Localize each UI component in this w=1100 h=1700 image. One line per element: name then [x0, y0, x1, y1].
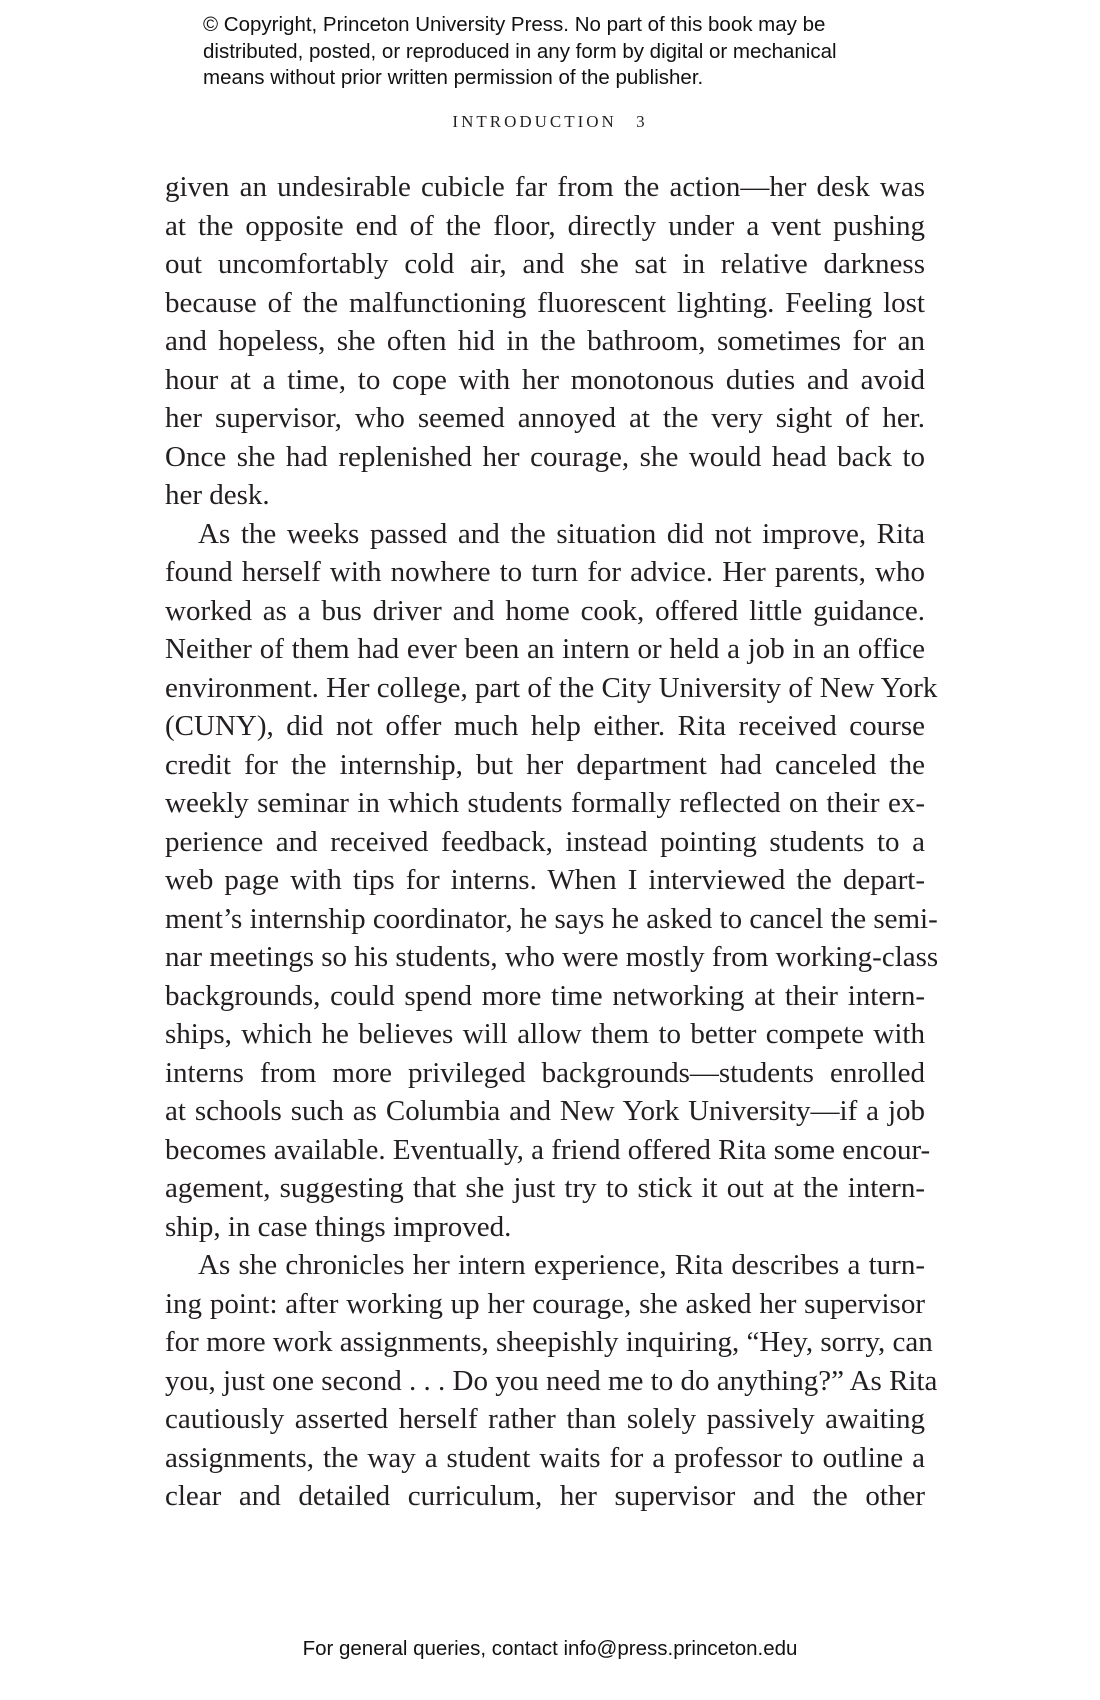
- text-line: ships, which he believes will allow them to better compete with: [165, 1018, 925, 1050]
- text-line: worked as a bus driver and home cook, offered little guidance.: [165, 594, 925, 627]
- page-number: 3: [636, 112, 648, 131]
- text-line: hour at a time, to cope with her monotonous duties and avoid: [165, 363, 925, 396]
- text-line: you, just one second . . . Do you need me to do anything?” As Rita: [165, 1364, 938, 1397]
- text-line: Once she had replenished her courage, she would head back to: [165, 440, 925, 473]
- text-line: perience and received feedback, instead pointing students to a: [165, 825, 925, 858]
- text-line: given an undesirable cubicle far from the action—her desk was: [165, 171, 925, 203]
- text-line: weekly seminar in which students formally reflected on their ex-: [165, 787, 925, 819]
- text-line: clear and detailed curriculum, her supervisor and the other: [165, 1480, 925, 1512]
- text-line: As the weeks passed and the situation did not improve, Rita: [198, 517, 925, 550]
- text-line: at schools such as Columbia and New York University—if a job: [165, 1095, 925, 1127]
- text-line: her desk.: [165, 479, 270, 511]
- text-line: environment. Her college, part of the City University of New York: [165, 671, 938, 704]
- text-line: backgrounds, could spend more time networking at their intern-: [165, 979, 925, 1012]
- text-line: ment’s internship coordinator, he says he asked to cancel the semi-: [165, 902, 938, 935]
- text-line: for more work assignments, sheepishly inquiring, “Hey, sorry, can: [165, 1326, 933, 1358]
- copyright-line: means without prior written permission of the publisher.: [203, 66, 704, 89]
- text-line: becomes available. Eventually, a friend offered Rita some encour-: [165, 1133, 931, 1166]
- copyright-line: distributed, posted, or reproduced in any form by digital or mechanical: [203, 39, 837, 63]
- text-line: nar meetings so his students, who were mostly from working-class: [165, 941, 939, 973]
- copyright-notice: [203, 12, 837, 92]
- text-line: (CUNY), did not offer much help either. Rita received course: [165, 710, 925, 742]
- text-line: assignments, the way a student waits for a professor to outline a: [165, 1441, 925, 1474]
- text-line: credit for the internship, but her department had canceled the: [165, 748, 925, 781]
- text-line: cautiously asserted herself rather than solely passively awaiting: [165, 1403, 925, 1435]
- running-head: [0, 112, 1100, 132]
- text-line: Neither of them had ever been an intern or held a job in an office: [165, 633, 925, 665]
- text-line: web page with tips for interns. When I interviewed the depart-: [165, 864, 925, 896]
- text-line: agement, suggesting that she just try to stick it out at the intern-: [165, 1172, 925, 1204]
- text-line: her supervisor, who seemed annoyed at the very sight of her.: [165, 402, 925, 434]
- text-line: because of the malfunctioning fluorescent lighting. Feeling lost: [165, 286, 925, 319]
- text-line: ship, in case things improved.: [165, 1210, 512, 1243]
- footer-contact: For general queries, contact info@press.princeton.edu: [302, 1637, 798, 1660]
- text-line: out uncomfortably cold air, and she sat in relative darkness: [165, 248, 925, 280]
- text-line: interns from more privileged backgrounds—students enrolled: [165, 1056, 925, 1089]
- text-line: ing point: after working up her courage, she asked her supervisor: [165, 1287, 925, 1320]
- copyright-line: © Copyright, Princeton University Press. No part of this book may be: [203, 13, 826, 36]
- text-line: at the opposite end of the floor, directly under a vent pushing: [165, 209, 925, 242]
- text-line: As she chronicles her intern experience, Rita describes a turn-: [198, 1249, 925, 1281]
- chapter-title: INTRODUCTION: [452, 112, 617, 131]
- text-line: and hopeless, she often hid in the bathroom, sometimes for an: [165, 325, 925, 357]
- text-line: found herself with nowhere to turn for advice. Her parents, who: [165, 556, 925, 588]
- body-text: [165, 168, 939, 1516]
